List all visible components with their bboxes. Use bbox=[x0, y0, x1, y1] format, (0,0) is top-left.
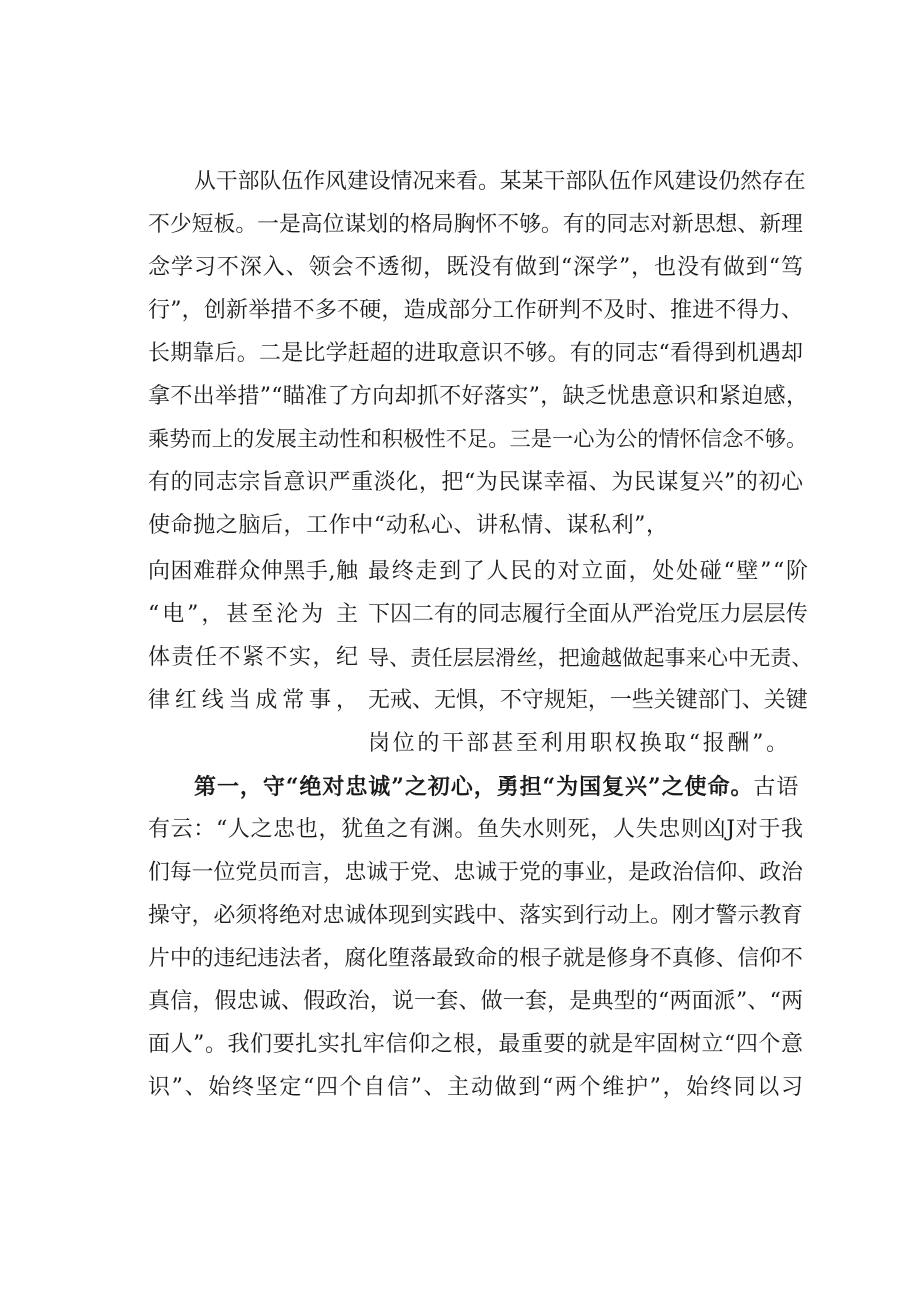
paragraph2-line-4: 操守，必须将绝对忠诚体现到实践中、落实到行动上。刚才警示教育 bbox=[148, 903, 803, 928]
paragraph2-line-2: 有云：“人之忠也，犹鱼之有渊。鱼失水则死，人失忠则凶J对于我 bbox=[148, 817, 804, 842]
paragraph1-line-9: 使命抛之脑后，工作中“动私心、讲私情、谋私利”， bbox=[148, 513, 669, 538]
left-column-line-3: 体责任不紧不实，纪 bbox=[148, 645, 360, 670]
right-column-line-4: 无戒、无惧，不守规矩，一些关键部门、关键 bbox=[368, 688, 808, 713]
paragraph2-heading-tail: 古语 bbox=[753, 775, 800, 800]
paragraph2-line-3: 们每一位党员而言，忠诚于党、忠诚于党的事业，是政治信仰、政治 bbox=[148, 860, 803, 885]
paragraph2-line-7: 面人”。我们要扎实扎牢信仰之根，最重要的就是牢固树立“四个意 bbox=[148, 1032, 804, 1057]
paragraph1-line-4: 行”，创新举措不多不硬，造成部分工作研判不及时、推进不得力、 bbox=[148, 298, 804, 323]
right-column-line-1: 最终走到了人民的对立面，处处碰“壁”“阶 bbox=[368, 559, 810, 584]
left-column-line-2: “电”，甚至沦为 主 bbox=[148, 602, 361, 627]
left-column-line-1: 向困难群众伸黑手,触 bbox=[148, 559, 359, 584]
right-column-line-5: 岗位的干部甚至利用职权换取“报酬”。 bbox=[368, 731, 791, 756]
paragraph2-line-8: 识”、始终坚定“四个自信”、主动做到“两个维护”，始终同以习 bbox=[148, 1075, 805, 1100]
paragraph1-line-8: 有的同志宗旨意识严重淡化，把“为民谋幸福、为民谋复兴”的初心 bbox=[148, 470, 804, 495]
paragraph1-line-5: 长期靠后。二是比学赶超的进取意识不够。有的同志“看得到机遇却 bbox=[148, 341, 804, 366]
left-column-line-4: 律红线当成常事， bbox=[148, 688, 363, 713]
paragraph2-heading: 第一，守“绝对忠诚”之初心，勇担“为国复兴”之使命。 bbox=[194, 774, 754, 800]
right-column-line-3: 导、责任层层滑丝，把逾越做起事来心中无责、 bbox=[368, 645, 813, 670]
paragraph1-line-3: 念学习不深入、领会不透彻，既没有做到“深学”，也没有做到“笃 bbox=[148, 255, 804, 280]
paragraph1-line-1: 从干部队伍作风建设情况来看。某某干部队伍作风建设仍然存在 bbox=[194, 169, 806, 194]
paragraph2-line-1 bbox=[194, 772, 799, 803]
paragraph2-line-6: 真信，假忠诚、假政治，说一套、做一套，是典型的“两面派”、“两 bbox=[148, 989, 804, 1014]
paragraph1-line-2: 不少短板。一是高位谋划的格局胸怀不够。有的同志对新思想、新理 bbox=[148, 212, 803, 237]
right-column-line-2: 下囚二有的同志履行全面从严治党压力层层传 bbox=[368, 602, 808, 627]
paragraph2-line-5: 片中的违纪违法者，腐化堕落最致命的根子就是修身不真修、信仰不 bbox=[148, 946, 803, 971]
paragraph1-line-6: 拿不出举措”“瞄准了方向却抓不好落实”，缺乏忧患意识和紧迫感， bbox=[148, 384, 809, 409]
paragraph1-line-7: 乘势而上的发展主动性和积极性不足。三是一心为公的情怀信念不够。 bbox=[148, 427, 808, 452]
